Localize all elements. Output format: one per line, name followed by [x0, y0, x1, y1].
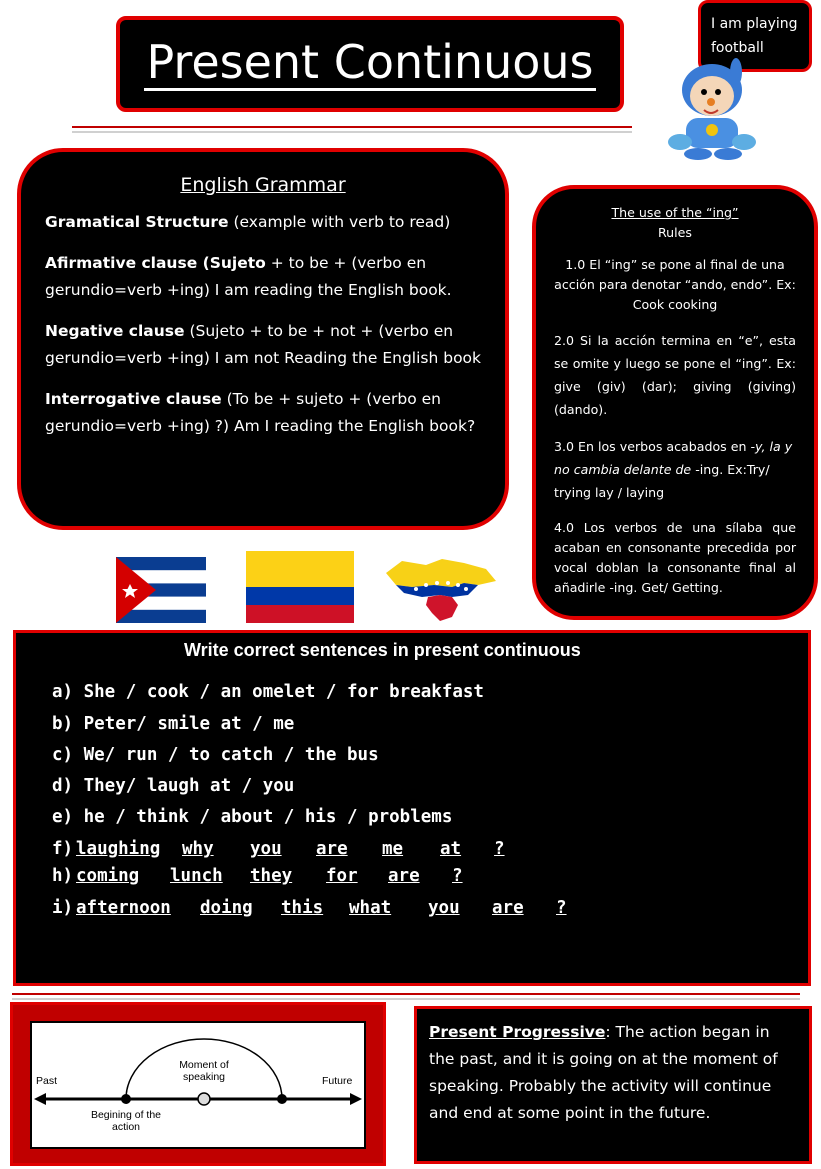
timeline-past-label: Past — [36, 1075, 58, 1087]
exercise-item-f-word: ? — [494, 839, 505, 859]
exercise-item-i-word: what — [349, 898, 392, 918]
cartoon-character-image — [652, 34, 762, 162]
exercise-item-i-label: i) — [52, 898, 74, 918]
exercise-item-f-word: you — [250, 839, 282, 859]
exercise-item-i-word: you — [428, 898, 460, 918]
exercise-item-h-word: for — [326, 866, 358, 886]
colombia-flag-image — [246, 551, 354, 623]
exercise-item-i-word: this — [281, 898, 324, 918]
exercise-item-h-word: are — [388, 866, 420, 886]
rule-4: 4.0 Los verbos de una sílaba que acaban en consonante precedida por vocal doblan la consonante final al añadirle -ing. Get/ Getting. — [554, 520, 796, 595]
exercise-item-i-word: are — [492, 898, 524, 918]
exercise-item-i-word: ? — [556, 898, 567, 918]
exercise-item-i-word: afternoon — [76, 898, 171, 918]
exercise-item-a: a) She / cook / an omelet / for breakfast — [52, 682, 484, 702]
title-box — [116, 16, 624, 112]
exercise-item-b: b) Peter/ smile at / me — [52, 714, 295, 734]
exercise-item-i-word: doing — [200, 898, 253, 918]
exercise-item-f-word: are — [316, 839, 348, 859]
section-divider-2 — [12, 998, 800, 1000]
speech-bubble: I am playing football — [698, 0, 812, 72]
title-divider-2 — [72, 131, 632, 133]
cuba-flag-image — [116, 557, 206, 623]
rule-1: 1.0 El “ing” se pone al final de una acción para denotar “ando, endo”. Ex: Cook cooking — [554, 257, 796, 312]
rules-subtitle: Rules — [658, 225, 692, 240]
exercise-item-h-word: ? — [452, 866, 463, 886]
title-divider — [72, 126, 632, 128]
exercise-item-h-label: h) — [52, 866, 74, 886]
definition-text: : The action began in the past, and it is going on at the moment of speaking. Probably the activity will continue and end at some point in the future. — [429, 1023, 778, 1122]
timeline-moment-label: Moment of speaking — [179, 1059, 229, 1083]
rule-3: 3.0 En los verbos acabados en -y, la y no cambia delante de -ing. Ex:Try/ trying lay / laying — [554, 439, 793, 500]
rules-panel — [532, 185, 818, 620]
grammar-heading: English Grammar — [180, 174, 346, 196]
exercise-item-h-word: they — [250, 866, 293, 886]
exercise-item-d: d) They/ laugh at / you — [52, 776, 295, 796]
timeline-beginning-label: Begining of the action — [90, 1109, 162, 1133]
exercise-title: Write correct sentences in present continuous — [184, 640, 581, 660]
exercise-item-f-label: f) — [52, 839, 74, 859]
negative-paragraph: Negative clause (Sujeto + to be + not + (verbo en gerundio=verb +ing) I am not Reading the English book — [45, 322, 482, 367]
rules-title: The use of the “ing” — [611, 205, 739, 220]
exercise-item-c: c) We/ run / to catch / the bus — [52, 745, 379, 765]
interrogative-paragraph: Interrogative clause (To be + sujeto + (verbo en gerundio=verb +ing) ?) Am I reading the English book? — [45, 390, 476, 435]
definition-term: Present Progressive — [429, 1023, 606, 1041]
page-title: Present Continuous — [146, 35, 594, 90]
grammar-panel — [17, 148, 509, 530]
timeline-diagram — [30, 1021, 366, 1149]
structure-paragraph: Gramatical Structure (example with verb to read) — [45, 213, 451, 231]
timeline-svg — [32, 1023, 364, 1147]
timeline-future-label: Future — [322, 1075, 353, 1087]
venezuela-map-flag-image — [382, 551, 500, 623]
exercise-item-f-word: at — [440, 839, 462, 859]
exercise-item-f-word: laughing — [76, 839, 161, 859]
exercise-item-f-word: me — [382, 839, 404, 859]
exercise-item-e: e) he / think / about / his / problems — [52, 807, 453, 827]
affirmative-paragraph: Afirmative clause (Sujeto + to be + (verbo en gerundio=verb +ing) I am reading the English book. — [45, 254, 452, 299]
rule-2: 2.0 Si la acción termina en “e”, esta se omite y luego se pone el “ing”. Ex: give (giv) (dar); giving (giving) (dando). — [554, 333, 796, 417]
definition-panel — [414, 1006, 812, 1164]
exercise-item-h-word: lunch — [170, 866, 223, 886]
exercise-item-h-word: coming — [76, 866, 140, 886]
exercise-item-f-word: why — [182, 839, 214, 859]
section-divider — [12, 993, 800, 995]
